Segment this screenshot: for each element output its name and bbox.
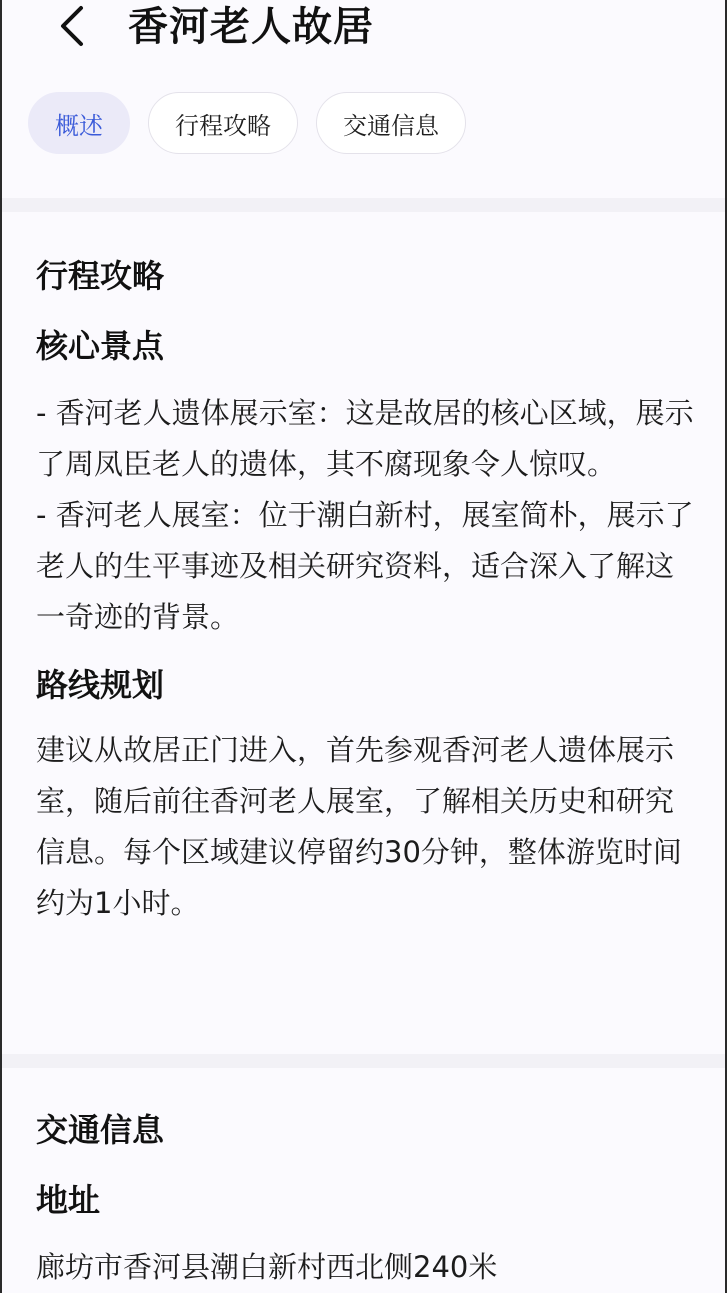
header-bar [0, 0, 727, 60]
section-divider [2, 198, 725, 212]
tab-transport[interactable]: 交通信息 [316, 92, 466, 154]
address-title: 地址 [36, 1181, 101, 1219]
route-title: 路线规划 [36, 666, 165, 704]
route-text: 建议从故居正门进入，首先参观香河老人遗体展示室，随后前往香河老人展室，了解相关历史和研究信息。每个区域建议停留约30分钟，整体游览时间约为1小时。 [36, 733, 682, 920]
section-divider [2, 1054, 725, 1068]
address-text: 廊坊市香河县潮白新村西北侧240米 [36, 1250, 498, 1284]
core-spots-title: 核心景点 [36, 327, 165, 365]
list-item: - 香河老人遗体展示室：这是故居的核心区域，展示了周凤臣老人的遗体，其不腐现象令人惊叹。 [36, 396, 694, 481]
page-title: 香河老人故居 [128, 4, 374, 50]
tab-itinerary[interactable]: 行程攻略 [148, 92, 298, 154]
transport-section [36, 1108, 696, 1293]
chevron-left-icon [57, 4, 87, 48]
core-spots-list [36, 388, 696, 643]
list-item: - 香河老人展室：位于潮白新村，展室简朴，展示了老人的生平事迹及相关研究资料，适合深入了解这一奇迹的背景。 [36, 498, 694, 634]
transport-title: 交通信息 [36, 1111, 165, 1149]
itinerary-section [36, 254, 696, 929]
frame-edge-left [0, 0, 2, 1293]
tab-overview[interactable]: 概述 [28, 92, 130, 154]
back-button[interactable] [48, 2, 96, 50]
itinerary-title: 行程攻略 [36, 257, 165, 295]
tab-bar [28, 92, 466, 156]
